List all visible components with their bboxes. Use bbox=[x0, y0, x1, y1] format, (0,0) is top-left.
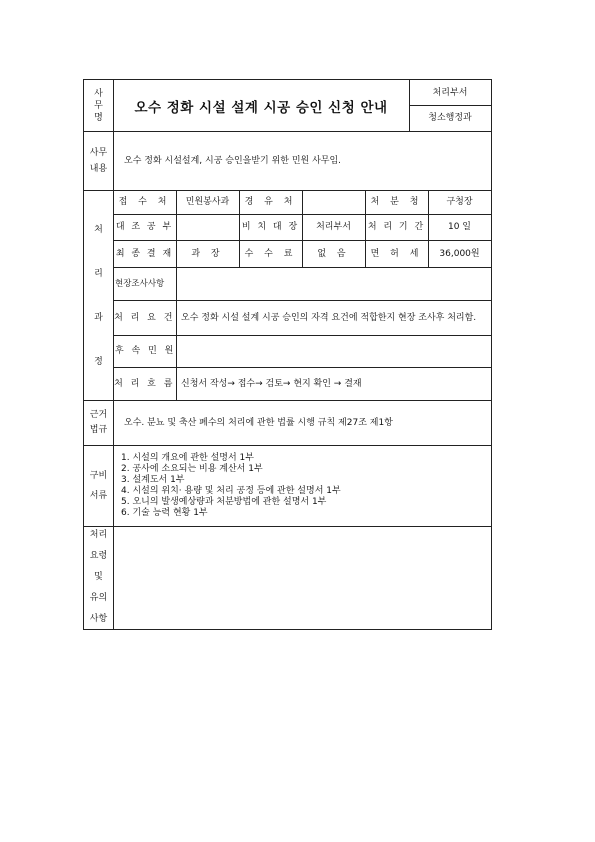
notes-label bbox=[84, 526, 113, 629]
period-value: 10 일 bbox=[447, 222, 471, 232]
law-text: 오수. 분뇨 및 축산 폐수의 처리에 관한 법률 시행 규칙 제27조 제1항 bbox=[124, 417, 393, 428]
approval-label: 최 종 결 재 bbox=[115, 248, 174, 259]
receipt-value: 민원봉사과 bbox=[185, 197, 230, 207]
register-value: 처리부서 bbox=[316, 222, 351, 232]
follow-up-value bbox=[181, 335, 486, 367]
notes-label-line: 및 bbox=[94, 572, 103, 582]
list-item: 3. 설계도서 1부 bbox=[121, 475, 185, 485]
list-item: 4. 시설의 위치· 용량 및 처리 공정 등에 관한 설명서 1부 bbox=[121, 486, 341, 496]
notes-label-line: 사항 bbox=[89, 614, 108, 624]
page-title: 오수 정화 시설 설계 시공 승인 신청 안내 bbox=[134, 99, 388, 116]
fee-value: 없 음 bbox=[317, 248, 350, 259]
receipt-label: 접 수 처 bbox=[118, 197, 171, 207]
notes-label-line: 처리 bbox=[89, 530, 108, 540]
documents-label bbox=[84, 445, 113, 526]
process-label-char: 과 bbox=[94, 313, 103, 323]
dept-value: 청소행정과 bbox=[428, 113, 472, 123]
divider bbox=[84, 526, 491, 527]
license-tax-label: 면 허 세 bbox=[370, 248, 423, 259]
flow-value: 신청서 작성→ 접수→ 검토→ 현지 확인 → 결재 bbox=[181, 378, 362, 389]
list-item: 1. 시설의 개요에 관한 설명서 1부 bbox=[121, 453, 254, 463]
documents-list bbox=[121, 453, 487, 523]
disposition-value: 구청장 bbox=[446, 197, 473, 207]
ledger-value bbox=[176, 214, 239, 240]
site-value bbox=[181, 267, 486, 300]
content-label-line: 사무 bbox=[89, 147, 108, 158]
header-label bbox=[84, 80, 113, 131]
notes-label-line: 유의 bbox=[89, 593, 108, 603]
requirements-value: 오수 정화 시설 설계 시공 승인의 자격 요건에 적합한지 현장 조사후 처리함. bbox=[181, 312, 477, 323]
law-label-line: 근거 bbox=[89, 409, 108, 420]
period-label: 처 리 기 간 bbox=[367, 222, 426, 232]
via-label: 경 유 처 bbox=[244, 197, 297, 207]
process-label-char: 정 bbox=[94, 357, 103, 367]
process-label-char: 리 bbox=[94, 269, 103, 279]
law-label-line: 법규 bbox=[89, 424, 108, 435]
header-label-line: 사 bbox=[94, 88, 103, 99]
divider bbox=[84, 445, 491, 446]
form-frame bbox=[83, 79, 492, 630]
disposition-label: 처 분 청 bbox=[370, 197, 423, 207]
content-label bbox=[84, 131, 113, 190]
ledger-label: 대 조 공 부 bbox=[115, 222, 174, 232]
list-item: 2. 공사에 소요되는 비용 계산서 1부 bbox=[121, 464, 263, 474]
documents-label-line: 서류 bbox=[89, 490, 108, 501]
fee-label: 수 수 료 bbox=[244, 248, 297, 259]
law-label bbox=[84, 400, 113, 445]
content-text: 오수 정화 시설설계, 시공 승인을받기 위한 민원 사무임. bbox=[124, 155, 342, 166]
header-label-line: 명 bbox=[94, 112, 103, 123]
follow-up-label: 후 속 민 원 bbox=[115, 346, 176, 356]
list-item: 6. 기술 능력 현황 1부 bbox=[121, 508, 208, 518]
divider bbox=[113, 80, 114, 629]
dept-label: 처리부서 bbox=[432, 87, 468, 98]
notes-text bbox=[120, 532, 486, 624]
approval-value: 과 장 bbox=[191, 248, 224, 259]
notes-label-line: 요령 bbox=[89, 551, 108, 561]
list-item: 5. 오니의 발생예상량과 처분방법에 관한 설명서 1부 bbox=[121, 497, 327, 507]
process-label bbox=[84, 190, 113, 400]
documents-label-line: 구비 bbox=[89, 470, 108, 481]
header-label-line: 무 bbox=[94, 100, 103, 111]
flow-label: 처 리 흐 름 bbox=[114, 378, 175, 389]
register-label: 비 치 대 장 bbox=[241, 222, 300, 232]
requirements-label: 처 리 요 건 bbox=[114, 312, 175, 323]
license-tax-value: 36,000원 bbox=[439, 248, 480, 259]
content-label-line: 내용 bbox=[89, 163, 108, 174]
process-label-char: 처 bbox=[94, 225, 103, 235]
via-value bbox=[302, 190, 365, 214]
site-label: 현장조사사항 bbox=[115, 278, 165, 289]
